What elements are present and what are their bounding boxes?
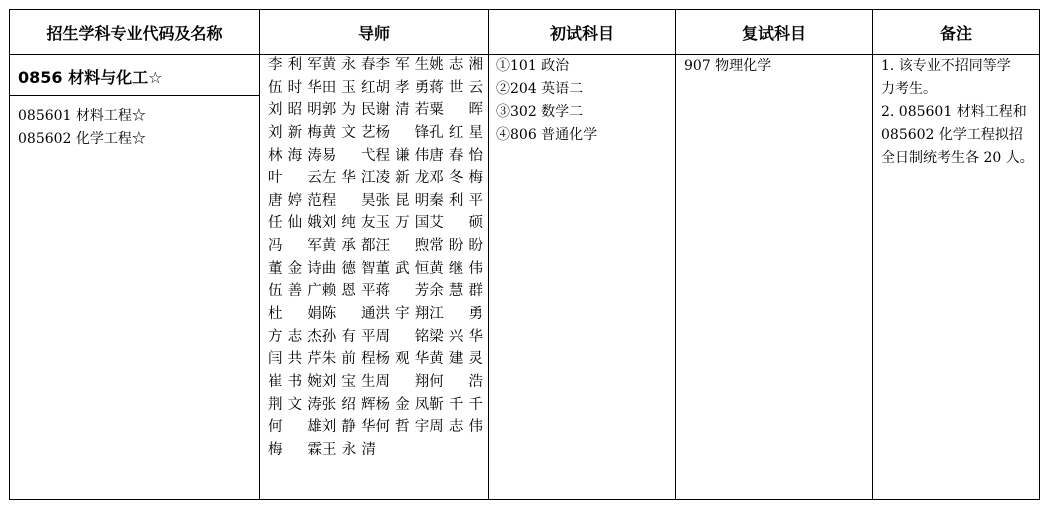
advisor-row	[268, 54, 483, 77]
retest-subject-text: 907 物理化学	[684, 58, 772, 74]
advisor-name: 董金诗	[268, 260, 322, 277]
exam-subject: ②204 英语二	[496, 81, 584, 97]
advisor-name: 余慧群	[429, 283, 483, 300]
advisor-list	[268, 54, 483, 462]
advisor-name: 刘静华	[321, 419, 376, 436]
advisor-row	[268, 326, 483, 349]
advisor-name: 靳千千	[429, 396, 483, 413]
header-major: 招生学科专业代码及名称	[46, 23, 223, 43]
advisor-name: 刘纯友	[321, 215, 376, 232]
major-subs	[18, 105, 146, 151]
advisor-name: 王永清	[322, 441, 376, 458]
advisor-name: 曲德智	[321, 260, 376, 277]
notes-text	[881, 55, 1034, 170]
advisor-name: 周志伟	[429, 419, 483, 436]
advisor-name: 左华江	[321, 170, 376, 187]
advisor-name: 艾 硕	[429, 215, 483, 232]
header-retest: 复试科目	[741, 23, 806, 43]
advisor-name: 姚志湘	[429, 57, 483, 73]
advisor-name: 黄永春	[321, 57, 376, 73]
advisor-name: 方志杰	[268, 328, 322, 345]
advisor-name: 黄文艺	[321, 124, 376, 141]
advisor-name: 李军生	[375, 57, 430, 73]
advisor-name: 梁兴华	[429, 328, 483, 345]
advisor-name: 谢清若	[375, 102, 430, 119]
advisor-name: 荆文涛	[268, 396, 322, 413]
advisor-name: 蒋 芳	[375, 283, 430, 300]
advisor-name: 杨 锋	[375, 124, 430, 141]
header-notes: 备注	[939, 23, 972, 43]
advisor-name: 叶 云	[268, 170, 322, 187]
note-line: 力考生。	[881, 81, 937, 97]
advisor-name: 凌新龙	[375, 170, 430, 187]
exam-subject: ④806 普通化学	[496, 127, 598, 143]
advisor-row	[268, 145, 483, 168]
major-title-divider	[10, 95, 259, 96]
advisor-name: 朱前程	[321, 351, 376, 368]
advisor-name: 洪宇翔	[375, 306, 430, 323]
advisor-name: 邓冬梅	[429, 170, 483, 187]
note-line: 全日制统考生各 20 人。	[881, 150, 1034, 166]
advisor-name: 闫共芹	[268, 351, 322, 368]
advisor-name: 汪 煦	[375, 238, 430, 255]
advisor-name: 唐春怡	[429, 147, 483, 164]
advisor-name: 陈 通	[321, 306, 376, 323]
advisor-row	[268, 394, 483, 417]
column-divider	[675, 10, 676, 499]
advisor-name: 刘新梅	[268, 124, 322, 141]
advisor-name: 黄继伟	[429, 260, 483, 277]
advisor-name: 玉万国	[375, 215, 430, 232]
advisor-name: 孙有平	[321, 328, 376, 345]
advisor-row	[268, 235, 483, 258]
column-divider	[259, 10, 260, 499]
advisor-row	[268, 348, 483, 371]
advisor-name: 秦利平	[429, 192, 483, 209]
advisor-name: 蒋世云	[429, 79, 483, 96]
advisor-name: 崔书婉	[268, 373, 322, 390]
advisor-row	[268, 99, 483, 122]
advisor-name: 杨观华	[375, 351, 430, 368]
advisor-name: 董武恒	[375, 260, 430, 277]
advisor-name: 黄建灵	[429, 351, 483, 368]
advisor-name: 程谦伟	[375, 147, 430, 164]
advisor-name: 胡孝勇	[375, 79, 430, 96]
advisor-name: 粟 晖	[429, 102, 483, 119]
advisor-name: 杨金凤	[375, 396, 430, 413]
advisor-row	[268, 167, 483, 190]
advisor-name: 杜 娟	[268, 306, 322, 323]
major-title: 0856 材料与化工☆	[18, 68, 163, 87]
advisor-name: 黄承都	[321, 238, 376, 255]
advisor-name: 程 昊	[321, 192, 376, 209]
advisor-name: 唐婷范	[268, 192, 322, 209]
advisor-name: 张昆明	[375, 192, 430, 209]
column-divider	[872, 10, 873, 499]
exam-subject: ③302 数学二	[496, 104, 584, 120]
advisor-name: 周 翔	[375, 373, 430, 390]
advisor-row	[268, 258, 483, 281]
advisor-name: 郭为民	[321, 102, 376, 119]
advisor-name: 李利军	[268, 57, 322, 73]
advisor-row	[268, 212, 483, 235]
retest-subject	[684, 55, 771, 78]
advisor-name: 江 勇	[429, 306, 483, 323]
advisor-row	[268, 280, 483, 303]
note-line: 2. 085601 材料工程和	[881, 104, 1027, 120]
advisor-name: 周 铭	[375, 328, 430, 345]
advisor-name: 伍善广	[268, 283, 322, 300]
advisor-name: 何 雄	[268, 419, 322, 436]
header-initial-exam: 初试科目	[549, 23, 614, 43]
admissions-table	[9, 9, 1040, 500]
advisor-row	[268, 122, 483, 145]
sub-major-item: 085601 材料工程☆	[18, 108, 146, 124]
advisor-name: 赖恩平	[321, 283, 376, 300]
advisor-name: 田玉红	[321, 79, 376, 96]
exam-subject: ①101 政治	[496, 58, 570, 74]
advisor-name: 何 浩	[429, 373, 483, 390]
advisor-name: 张绍辉	[321, 396, 376, 413]
advisor-name: 任仙娥	[268, 215, 322, 232]
advisor-row	[268, 439, 483, 462]
advisor-name: 易 弋	[321, 147, 376, 164]
advisor-name: 刘昭明	[268, 102, 322, 119]
advisor-name: 常盼盼	[429, 238, 483, 255]
advisor-row	[268, 303, 483, 326]
advisor-name: 梅 霖	[268, 441, 322, 458]
note-line: 085602 化学工程拟招	[881, 127, 1023, 143]
advisor-name: 刘宝生	[321, 373, 376, 390]
advisor-row	[268, 371, 483, 394]
advisor-name: 何哲宇	[375, 419, 430, 436]
advisor-name: 林海涛	[268, 147, 322, 164]
advisor-name: 孔红星	[429, 124, 483, 141]
advisor-name: 伍时华	[268, 79, 322, 96]
sub-major-item: 085602 化学工程☆	[18, 131, 146, 147]
initial-exam-list	[496, 55, 597, 147]
advisor-row	[268, 190, 483, 213]
advisor-row	[268, 416, 483, 439]
header-advisors: 导师	[357, 23, 390, 43]
column-divider	[488, 10, 489, 499]
note-line: 1. 该专业不招同等学	[881, 58, 1011, 74]
advisor-row	[268, 77, 483, 100]
advisor-name: 冯 军	[268, 238, 322, 255]
